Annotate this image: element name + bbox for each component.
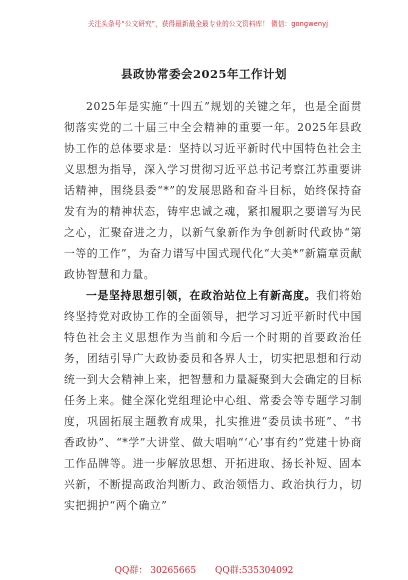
section-heading: 一是坚持思想引领，在政治站位上有新高度。 — [86, 289, 317, 302]
promo-banner: 关注头条号“公文研究”，获得最新最全最专业的公文资料库！ 微信：gongwenyj — [87, 20, 329, 28]
qq-group-1: QQ群： 30265665 — [114, 566, 197, 576]
document-body — [64, 96, 362, 516]
footer-contacts — [0, 563, 408, 576]
section-paragraph — [64, 285, 362, 516]
section-body-text: 我们将始终坚持党对政协工作的全面领导，把学习习近平新时代中国特色社会主义思想作为当前和今后一个时期的首要政治任务，团结引导广大政协委员和各界人士，切实把思想和行动统一到大会精神上来，把智慧和力量凝聚到大会确定的目标任务上来。健全深化党组理论中心组、常委会等专题学习制度，巩固拓展主题教育成果，扎实推进“委员读书班”、“书香政协”、“*学”大讲堂、做大唱响“‘心’事有约”党建十协商工作品牌等。进一步解放思想、开拓进取、扬长补短、固本兴新，不断提高政治判断力、政治领悟力、政治执行力，切实把拥护“两个确立” — [64, 289, 363, 512]
qq-group-2: QQ群:535304092 — [214, 566, 294, 576]
intro-paragraph: 2025年是实施“十四五”规划的关键之年，也是全面贯彻落实党的二十届三中全会精神的重要一年。2025年县政协工作的总体要求是：坚持以习近平新时代中国特色社会主义思想为指导，深入学习贯彻习近平总书记考察江苏重要讲话精神，围绕县委“*”的发展思路和奋斗目标，始终保持奋发有为的精神状态，铸牢忠诚之魂，紧扣履职之要谱写为民之心，汇聚奋进之力，以新气象新作为争创新时代政协“第一等的工作”，为奋力谱写中国式现代化“大美*”新篇章贡献政协智慧和力量。 — [64, 100, 362, 281]
document-title: 县政协常委会2025年工作计划 — [120, 67, 287, 81]
